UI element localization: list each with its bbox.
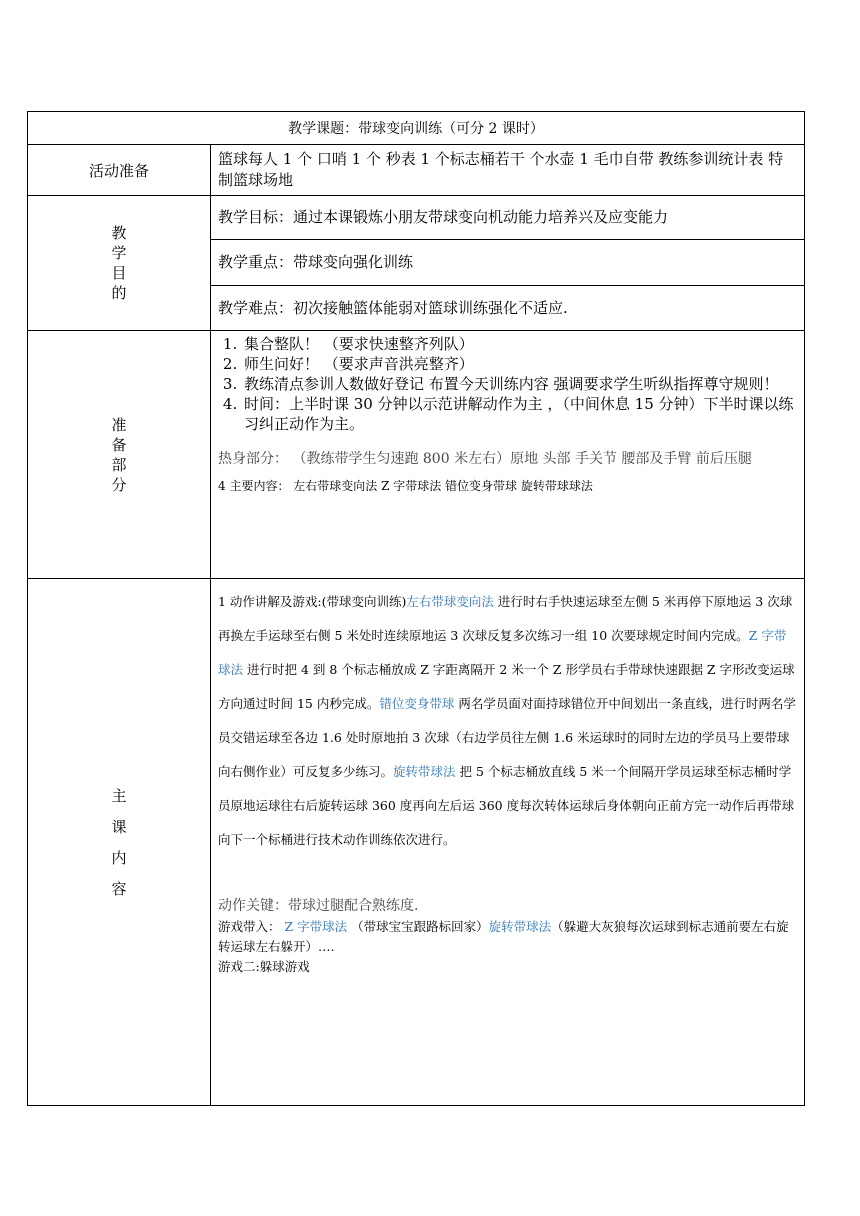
preparation-content	[211, 331, 805, 579]
drill-text-z: 进行时把 4 到 8 个标志桶放成 Z 字距离隔开 2 米一个 Z 形学员右手带球快速跟据 Z 字形改变运球方向通过时间 15 内秒完成。	[218, 662, 795, 711]
game-text-z: （带球宝宝跟路标回家）	[347, 919, 489, 934]
warmup-text: 热身部分： （教练带学生匀速跑 800 米左右）原地 头部 手关节 腰部及手臂 前后压腿	[218, 451, 752, 467]
list-item: 4. 时间：上半时课 30 分钟以示范讲解动作为主 ，（中间休息 15 分钟）下半时课以练习纠正动作为主。	[242, 394, 797, 434]
list-item: 1. 集合整队！ （要求快速整齐列队）	[242, 334, 797, 354]
main-content-list: 4 主要内容： 左右带球变向法 Z 字带球法 错位变身带球 旋转带球球法	[218, 479, 593, 493]
preparation-label	[28, 331, 211, 579]
main-label-text	[110, 775, 128, 910]
label-char: 容	[111, 879, 127, 898]
drill-text-offset: 两名学员面对面持球错位开中间划出一条直线，进行时两名学员交错运球至各边 1.6 处时原地拍 3 次球（右边学员往左侧 1.6 米运球时的同时左边的学员马上要带球向右侧作业）可反复多少练习。	[218, 696, 796, 779]
game-intro-label: 游戏带入：	[218, 919, 285, 934]
label-char: 部	[111, 455, 127, 474]
drill-text-spin: 把 5 个标志桶放直线 5 米一个间隔开学员运球至标志桶时学员原地运球往右后旋转运球 360 度再向左后运 360 度每次转体运球后身体朝向正前方完一动作后再带球向下一个标桶进行技术动作训练依次进行。	[218, 764, 795, 847]
teaching-key-point: 教学重点：带球变向强化训练	[211, 240, 805, 286]
label-char: 备	[111, 435, 127, 454]
objectives-label	[28, 196, 211, 331]
drill-text-left-right: 进行时右手快速运球至左侧 5 米再停下原地运 3 次球再换左手运球至右侧 5 米处时连续原地运 3 次球反复多次练习一组 10 次要球规定时间内完成。	[218, 594, 793, 643]
prep-label: 活动准备	[28, 145, 211, 196]
prep-content: 篮球每人 1 个 口哨 1 个 秒表 1 个标志桶若干 个水壶 1 毛巾自带 教练参训统计表 特制篮球场地	[211, 145, 805, 196]
label-char: 课	[111, 817, 127, 836]
label-char: 主	[111, 786, 127, 805]
game-intro-paragraph	[218, 917, 797, 957]
list-item: 3. 教练清点参训人数做好登记 布置今天训练内容 强调要求学生听纵指挥尊守规则！	[242, 374, 797, 394]
game-heading-z: Z 字带球法	[284, 919, 348, 934]
goal-row	[28, 196, 805, 240]
drill-heading-z: Z 字带球法	[218, 628, 787, 677]
teaching-difficulty: 教学难点：初次接触篮体能弱对篮球训练强化不适应.	[211, 286, 805, 331]
game-heading-spin: 旋转带球法	[488, 919, 552, 934]
preparation-row	[28, 331, 805, 579]
title-row	[28, 112, 805, 145]
label-char: 准	[111, 415, 127, 434]
label-char: 的	[111, 284, 127, 302]
label-char: 分	[111, 475, 127, 494]
drill-heading-spin: 旋转带球法	[393, 764, 456, 779]
prep-row	[28, 145, 805, 196]
preparation-label-text	[110, 415, 128, 495]
label-char: 目	[111, 264, 127, 282]
preparation-steps	[218, 334, 797, 434]
teaching-goal: 教学目标：通过本课锻炼小朋友带球变向机动能力培养兴及应变能力	[211, 196, 805, 240]
key-action: 动作关键：带球过腿配合熟练度.	[218, 898, 419, 914]
list-item: 2. 师生问好！ （要求声音洪亮整齐）	[242, 354, 797, 374]
objectives-label-text	[110, 223, 128, 303]
lesson-title: 教学课题：带球变向训练（可分 2 课时）	[28, 112, 805, 145]
main-label	[28, 579, 211, 1106]
main-row	[28, 579, 805, 1106]
game-text-spin: （躲避大灰狼每次运球到标志通前要左右旋转运球左右躲开）….	[218, 919, 789, 954]
drill-paragraph	[218, 585, 797, 857]
label-char: 内	[111, 848, 127, 867]
drill-heading-left-right: 左右带球变向法	[406, 594, 494, 609]
drill-intro: 1 动作讲解及游戏:(带球变向训练)	[218, 594, 407, 609]
lesson-plan-table	[27, 111, 805, 1106]
main-content	[211, 579, 805, 1106]
drill-heading-offset: 错位变身带球	[379, 696, 455, 711]
label-char: 学	[111, 244, 127, 262]
game-two: 游戏二:躲球游戏	[218, 959, 310, 974]
label-char: 教	[111, 224, 127, 242]
